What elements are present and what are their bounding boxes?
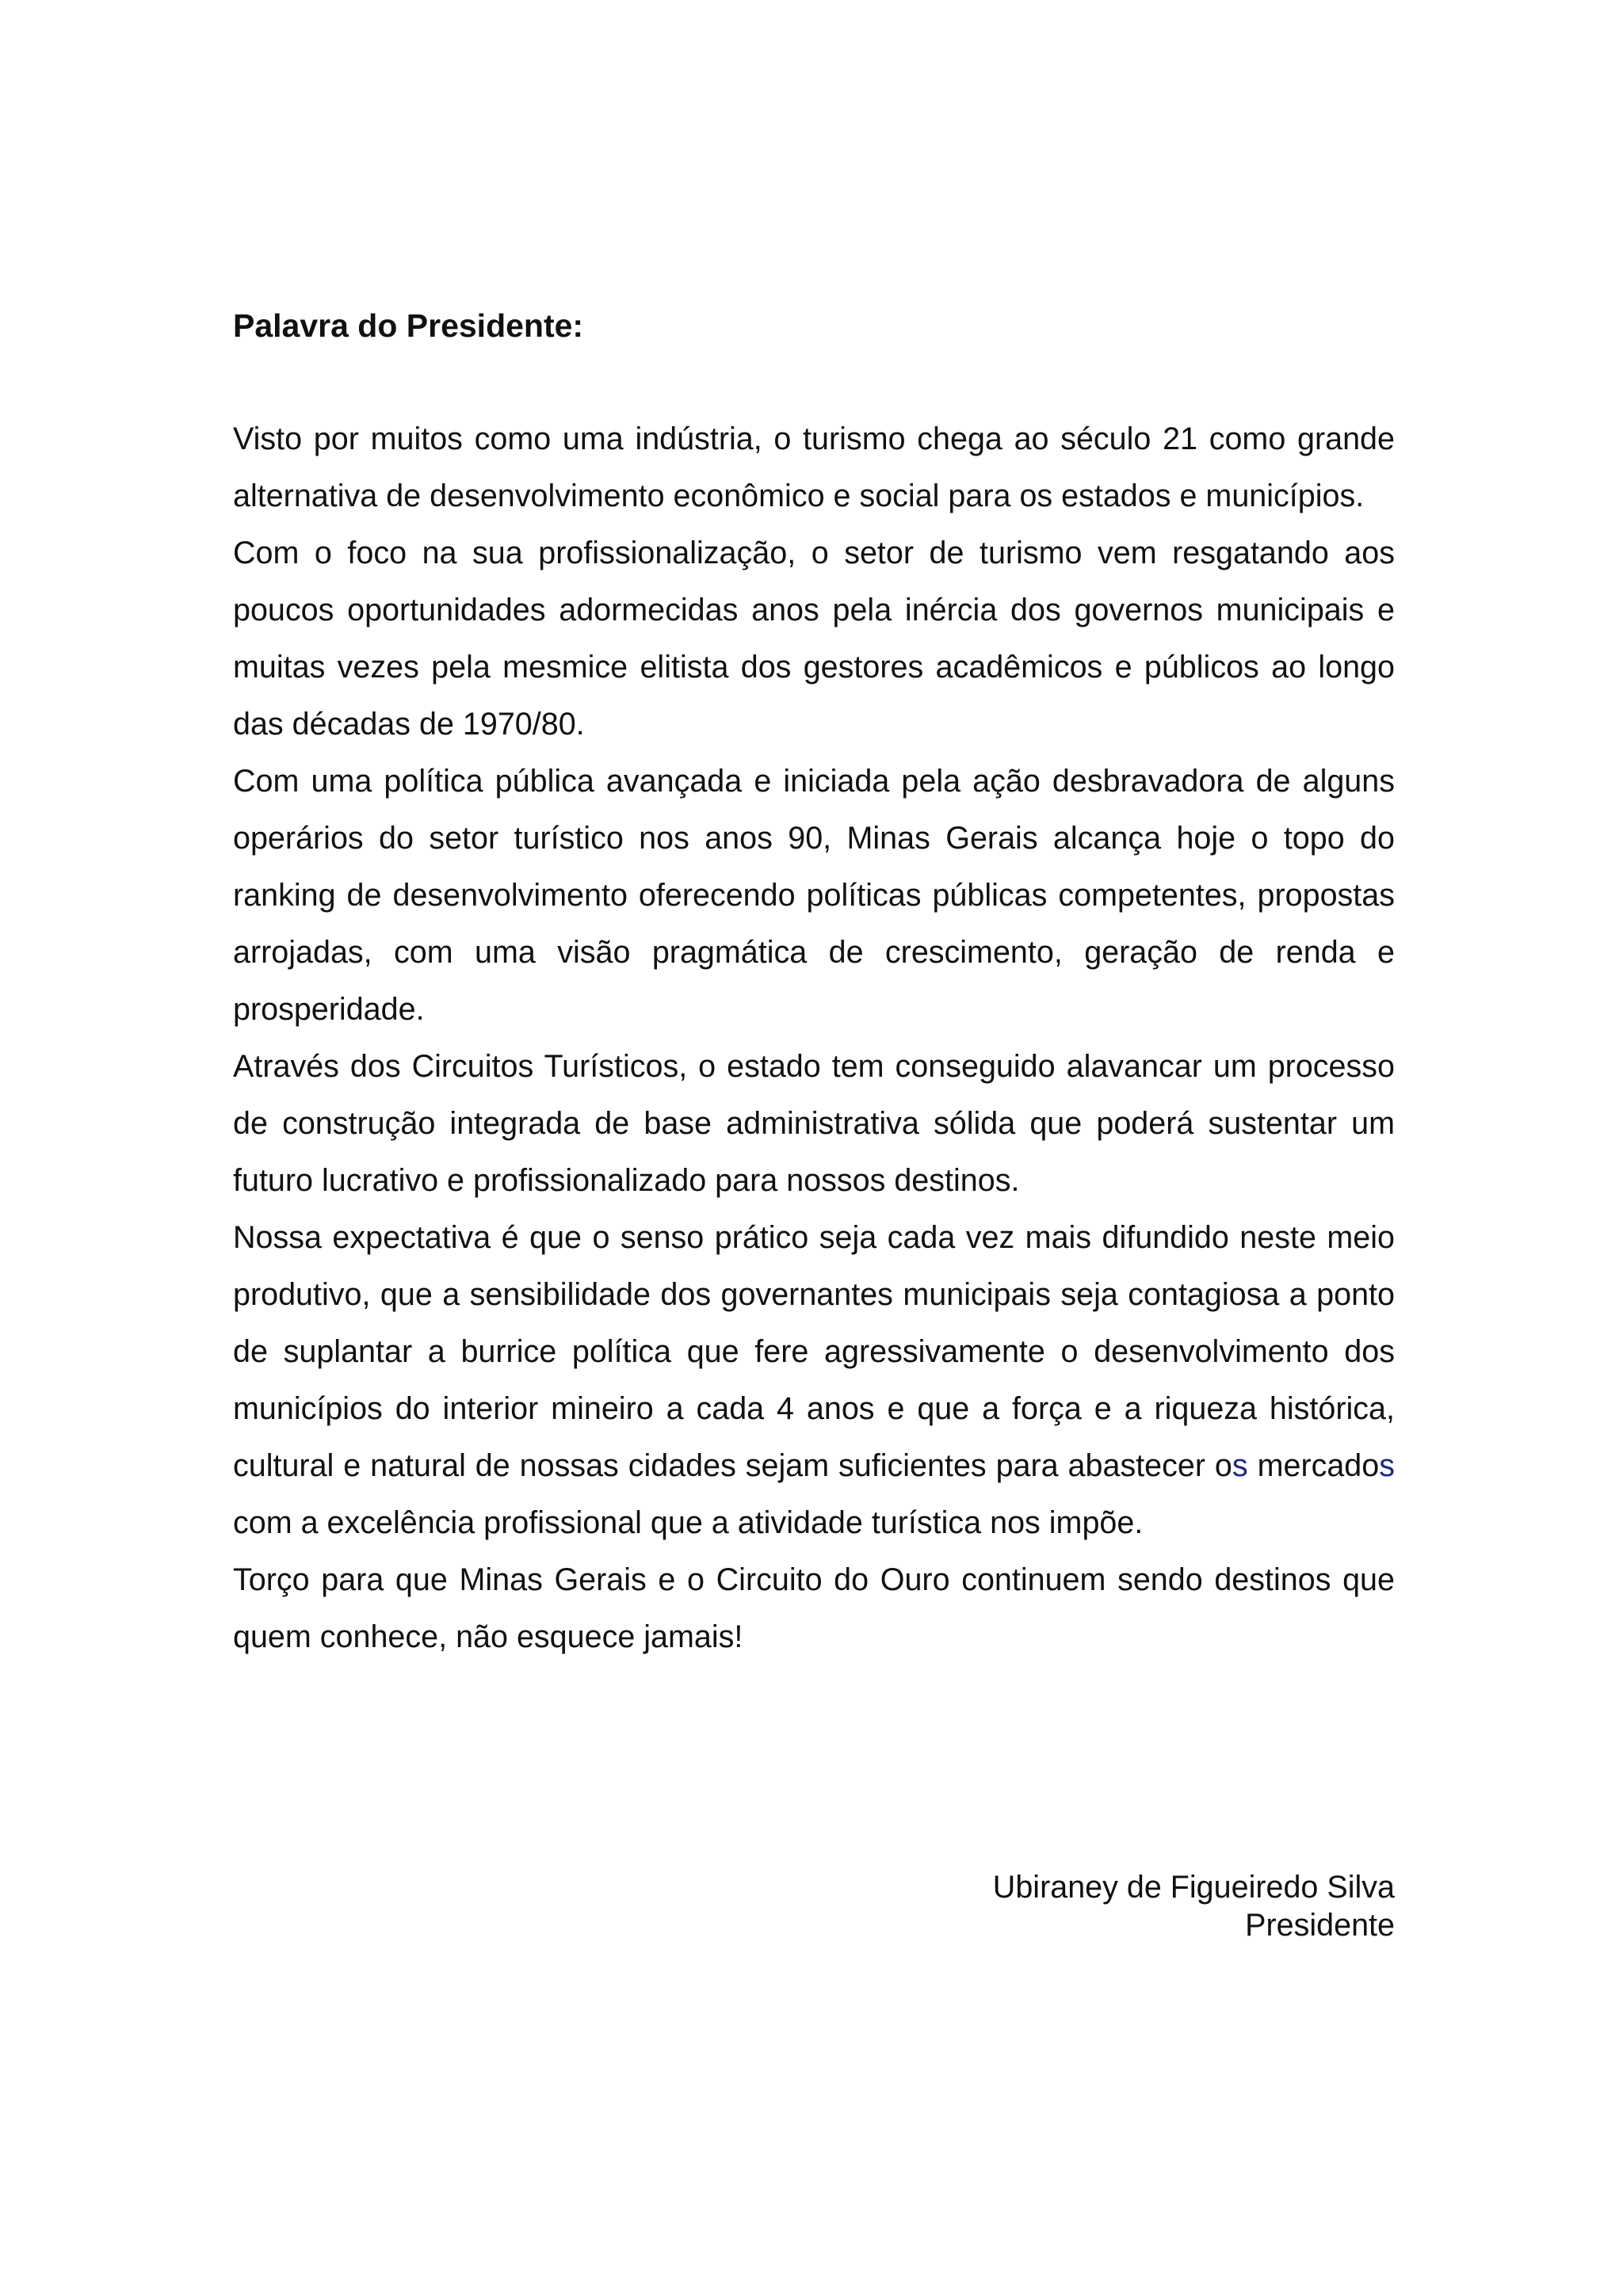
paragraph-3: Com uma política pública avançada e iniciada pela ação desbravadora de alguns operários do setor turístico nos anos 90, Minas Gerais alcança hoje o topo do ranking de desenvolvimento oferecendo políticas públicas competentes, propostas arrojadas, com uma visão pragmática de crescimento, geração de renda e prosperidade. (233, 764, 1395, 1027)
paragraph-4: Através dos Circuitos Turísticos, o estado tem conseguido alavancar um processo de construção integrada de base administrativa sólida que poderá sustentar um futuro lucrativo e profissionalizado para nossos destinos. (233, 1049, 1395, 1198)
paragraph-5-accent-a: s (1232, 1448, 1248, 1483)
closing-paragraph: Torço para que Minas Gerais e o Circuito do Ouro continuem sendo destinos que quem conhece, não esquece jamais! (233, 1562, 1395, 1654)
letter-heading: Palavra do Presidente: (233, 307, 584, 344)
paragraph-5-text-c: com a excelência profissional que a atividade turística nos impõe. (233, 1505, 1144, 1540)
paragraph-5 (233, 1209, 1395, 1551)
signature-block (233, 1868, 1395, 1944)
letter-body (233, 301, 1395, 1665)
signature-title: Presidente (1245, 1908, 1395, 1943)
paragraph-5-text-b: mercado (1247, 1448, 1380, 1483)
paragraph-2: Com o foco na sua profissionalização, o setor de turismo vem resgatando aos poucos oportunidades adormecidas anos pela inércia dos governos municipais e muitas vezes pela mesmice elitista dos gestores acadêmicos e públicos ao longo das décadas de 1970/80. (233, 536, 1395, 742)
paragraph-5-text-a: Nossa expectativa é que o senso prático seja cada vez mais difundido neste meio produtivo, que a sensibilidade dos governantes municipais seja contagiosa a ponto de suplantar a burrice política que fere agressivamente o desenvolvimento dos municípios do interior mineiro a cada 4 anos e que a força e a riqueza histórica, cultural e natural de nossas cidades sejam suficientes para abastecer o (233, 1220, 1395, 1483)
paragraph-1: Visto por muitos como uma indústria, o turismo chega ao século 21 como grande alternativa de desenvolvimento econômico e social para os estados e municípios. (233, 421, 1395, 513)
signature-name: Ubiraney de Figueiredo Silva (992, 1870, 1395, 1905)
paragraph-5-accent-b: s (1379, 1448, 1395, 1483)
